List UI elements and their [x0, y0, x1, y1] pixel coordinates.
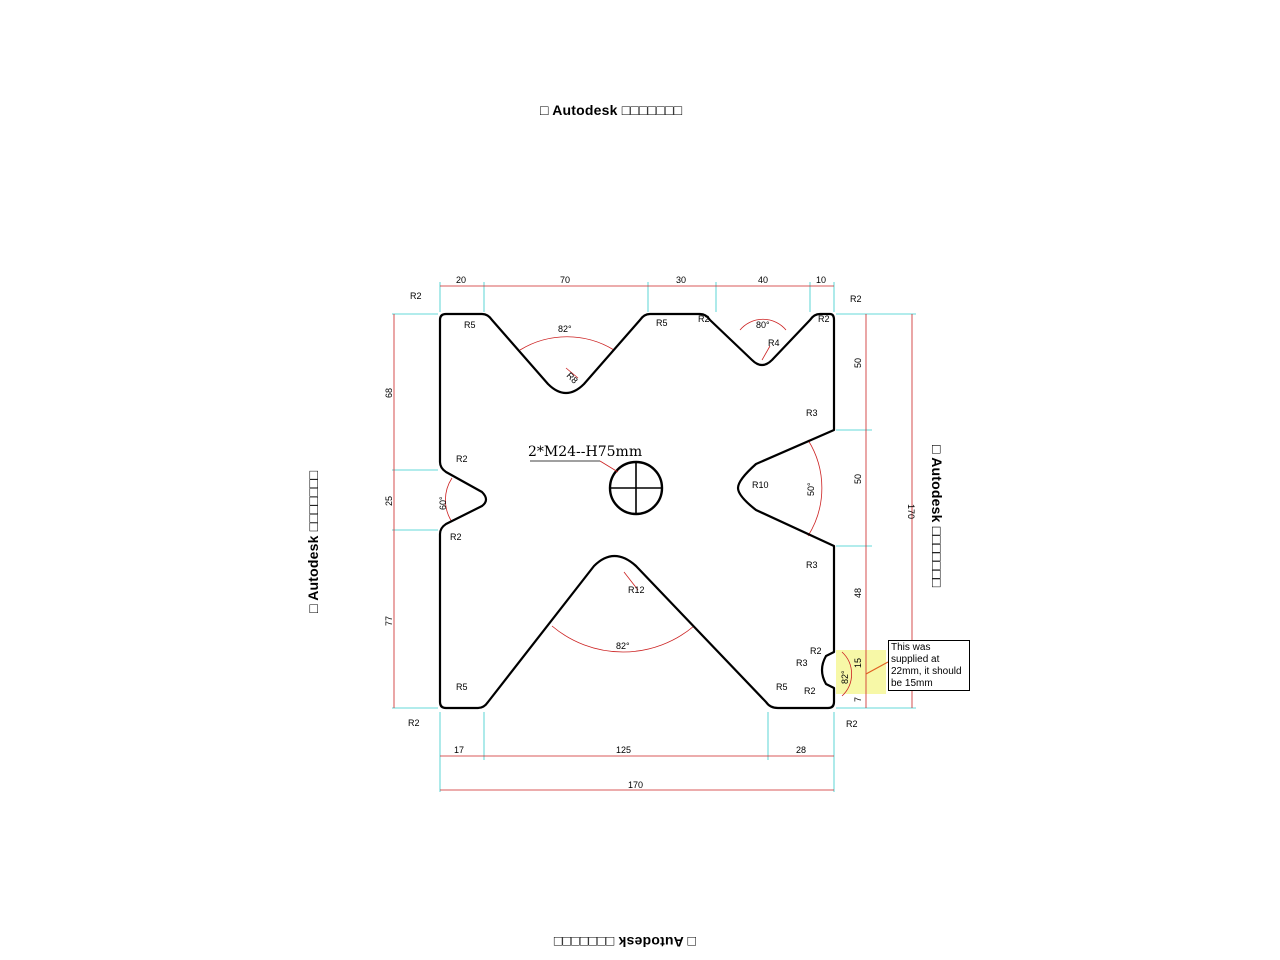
watermark-bottom: □ Autodesk □□□□□□□: [553, 934, 696, 950]
dim-right-4: 15: [853, 657, 863, 668]
part-outline: [440, 314, 834, 708]
dim-top-3: 30: [676, 275, 687, 285]
angle-label: 60°: [438, 496, 448, 510]
radius-label: R5: [456, 682, 468, 692]
dim-right-3: 48: [853, 587, 863, 598]
dim-left-2: 25: [384, 495, 394, 506]
radius-label: R2: [698, 314, 710, 324]
radius-label: R12: [628, 585, 645, 595]
dim-bottom-total: 170: [628, 780, 644, 790]
watermark-left: □ Autodesk □□□□□□□: [305, 470, 321, 613]
dim-right-1: 50: [853, 357, 863, 368]
radius-label: R2: [408, 718, 420, 728]
angle-label: 82°: [840, 670, 850, 684]
dim-top-1: 20: [456, 275, 467, 285]
dim-left-1: 68: [384, 387, 394, 398]
dim-bottom-1: 17: [454, 745, 465, 755]
dim-top-2: 70: [560, 275, 571, 285]
radius-label: R5: [464, 320, 476, 330]
watermark-right: □ Autodesk □□□□□□□: [929, 445, 945, 588]
watermark-top: □ Autodesk □□□□□□□: [540, 102, 683, 118]
dim-top-4: 40: [758, 275, 769, 285]
radius-label: R2: [846, 719, 858, 729]
radius-label: R5: [776, 682, 788, 692]
radius-label: R2: [810, 646, 822, 656]
dim-bottom-2: 125: [616, 745, 632, 755]
dim-left-3: 77: [384, 615, 394, 626]
center-hole: [530, 461, 662, 514]
part-label: 2*M24--H75mm: [528, 444, 643, 460]
radius-label: R2: [410, 291, 422, 301]
angle-label: 50°: [806, 482, 816, 496]
angle-label: 80°: [756, 320, 770, 330]
radius-label: R2: [850, 294, 862, 304]
radius-label: R5: [656, 318, 668, 328]
dim-bottom-3: 28: [796, 745, 807, 755]
radius-label: R10: [752, 480, 769, 490]
note-arrow: [866, 662, 888, 674]
radius-label: R8: [564, 370, 580, 386]
radius-label: R2: [804, 686, 816, 696]
dim-right-5: 7: [853, 696, 863, 702]
radius-label: R3: [796, 658, 808, 668]
annotation-note: This was supplied at 22mm, it should be 15mm: [888, 640, 970, 691]
dim-right-2: 50: [853, 473, 863, 484]
radius-label: R3: [806, 560, 818, 570]
angle-label: 82°: [616, 641, 630, 651]
dim-top-5: 10: [816, 275, 827, 285]
radius-label: R3: [806, 408, 818, 418]
extension-lines: [392, 282, 916, 792]
radius-label: R2: [818, 314, 830, 324]
angle-label: 82°: [558, 324, 572, 334]
radius-label: R4: [768, 338, 780, 348]
radius-label: R2: [450, 532, 462, 542]
radius-label: R2: [456, 454, 468, 464]
dim-right-total: 170: [906, 504, 916, 520]
